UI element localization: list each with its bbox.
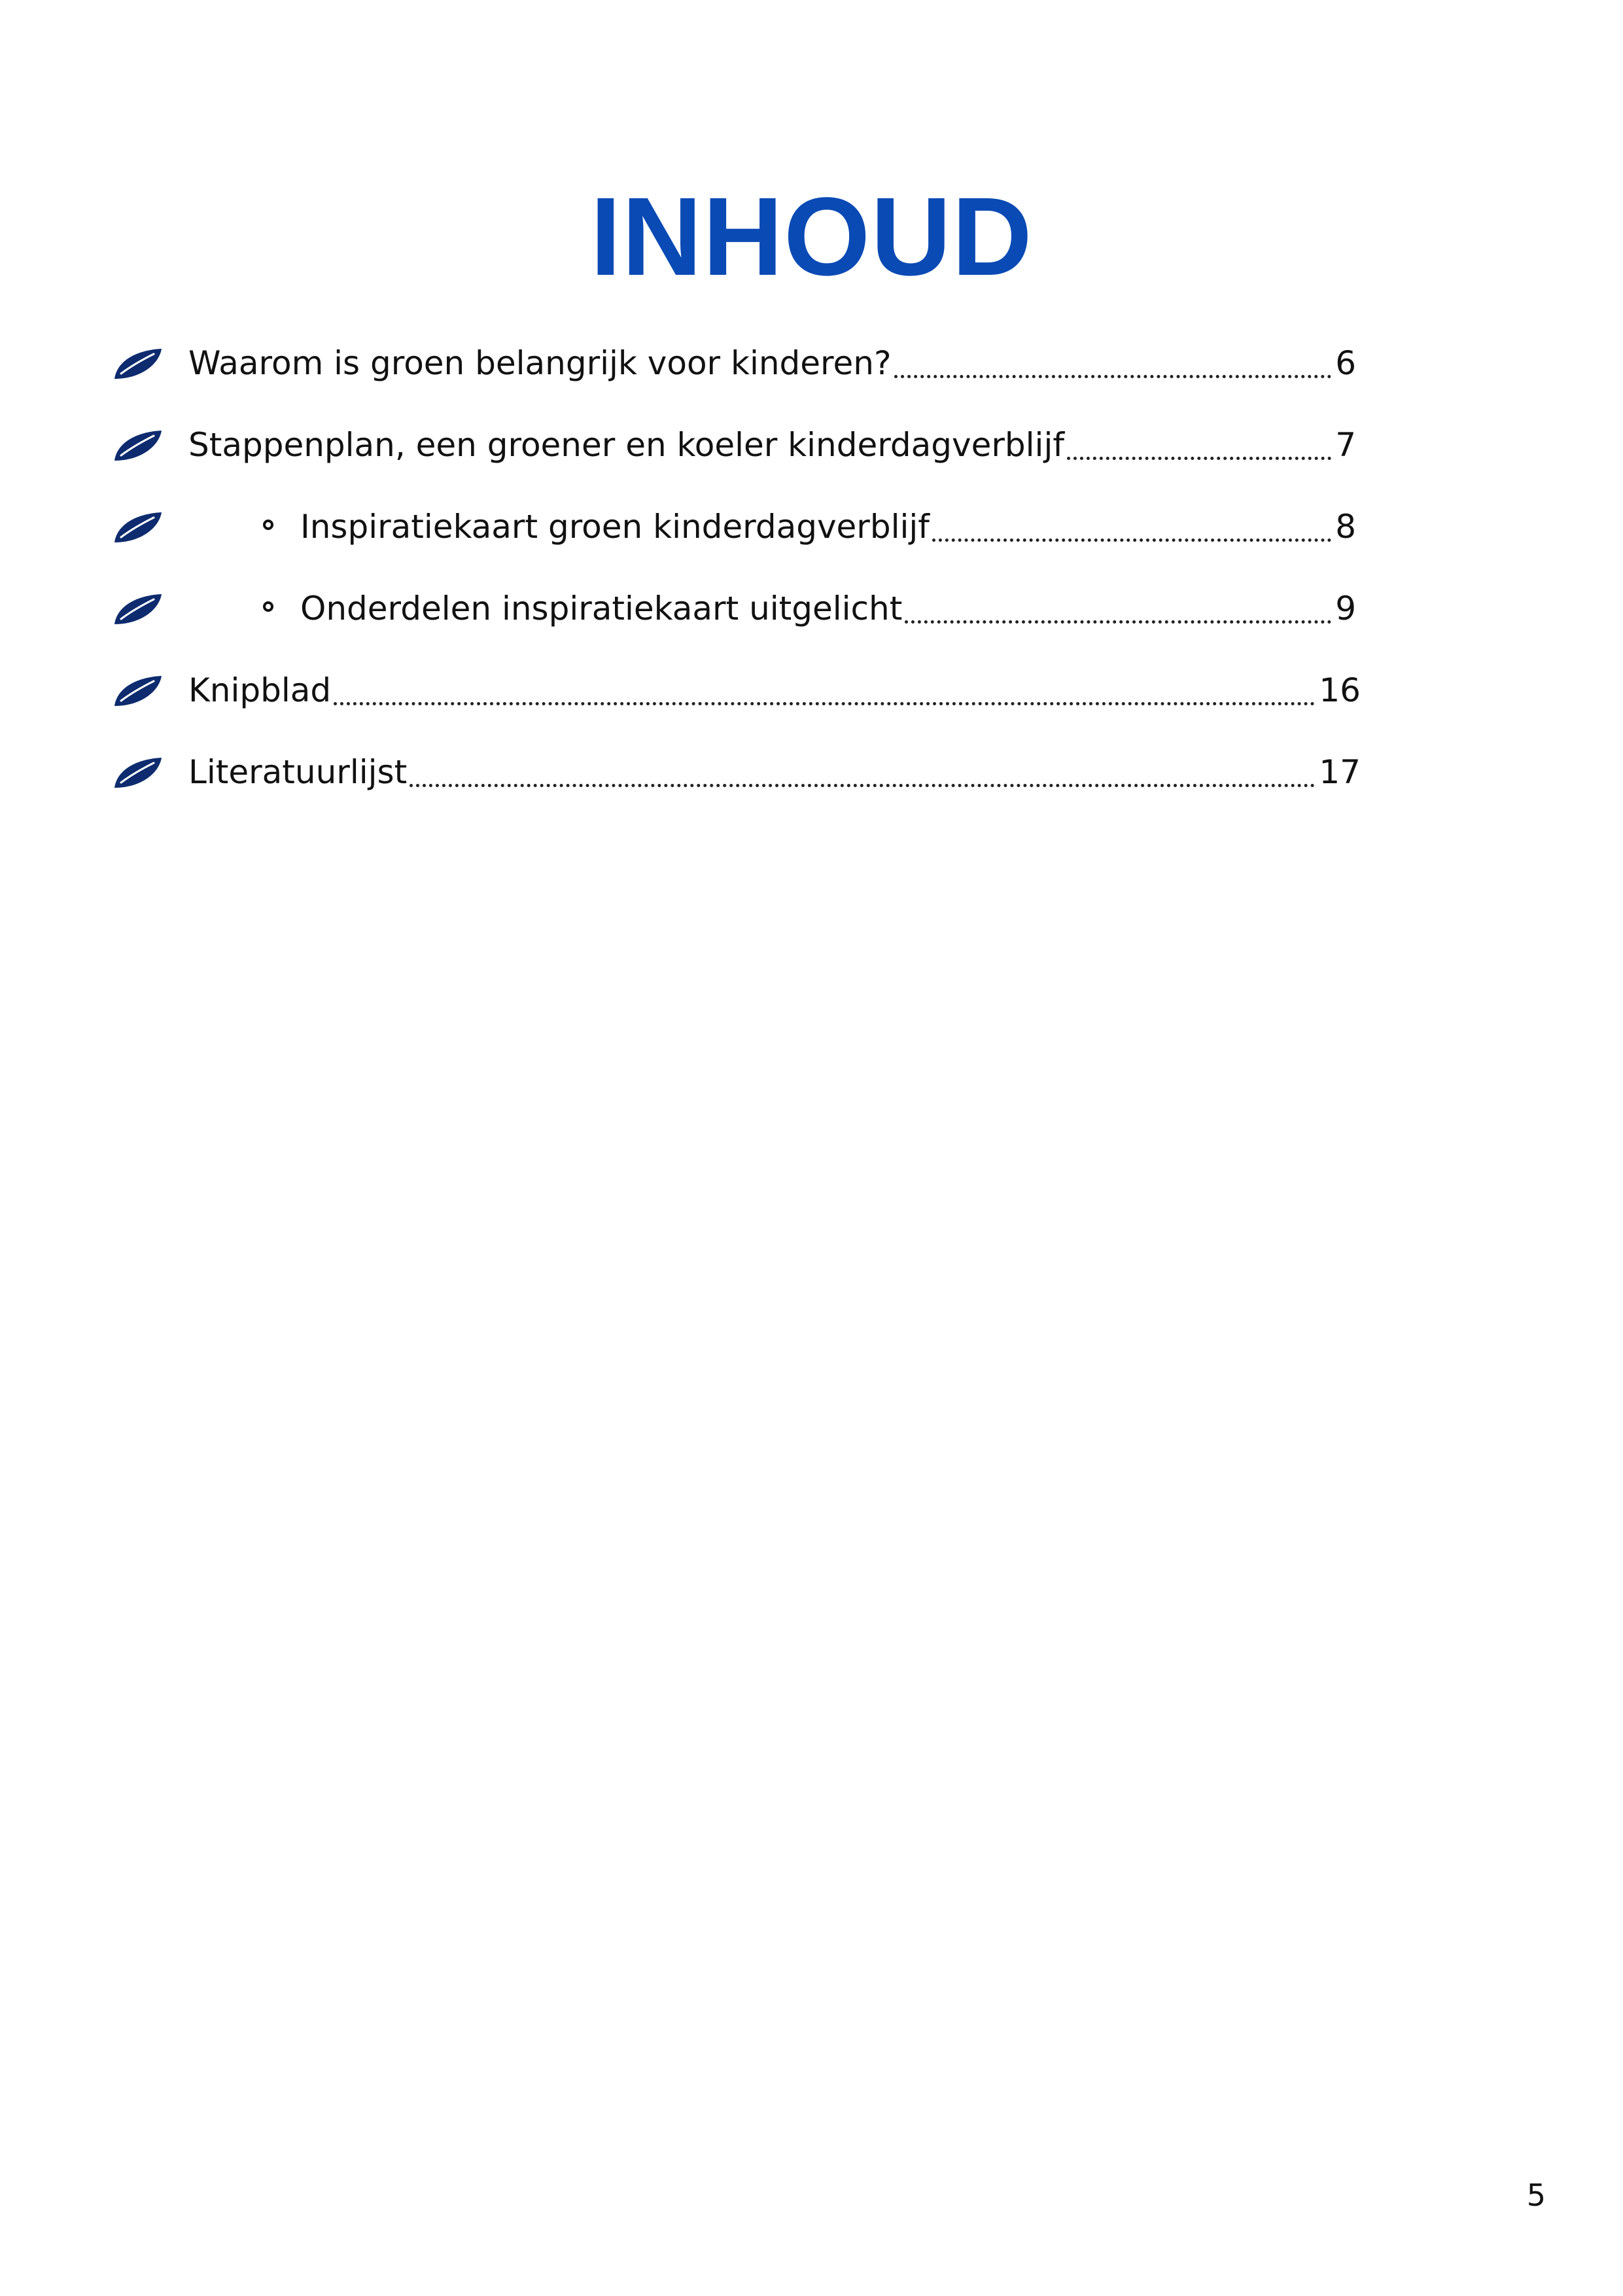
leaf-icon <box>113 675 163 707</box>
dot-leader <box>1067 457 1331 460</box>
toc-row[interactable] <box>0 330 1623 396</box>
dot-leader <box>905 620 1331 624</box>
hollow-circle-icon <box>263 520 273 530</box>
leaf-icon <box>113 593 163 626</box>
toc-entry[interactable] <box>188 658 1361 723</box>
toc-entry-page: 17 <box>1319 753 1361 791</box>
leaf-icon <box>113 511 163 544</box>
dot-leader <box>410 784 1315 787</box>
dot-leader <box>334 702 1315 705</box>
toc-row[interactable] <box>0 576 1623 641</box>
toc-entry[interactable] <box>188 330 1356 396</box>
toc-row[interactable] <box>0 658 1623 723</box>
toc-row[interactable] <box>0 412 1623 478</box>
toc-entry-title: Inspiratiekaart groen kinderdagverblijf <box>300 508 930 546</box>
toc-entry-page: 6 <box>1335 344 1356 382</box>
leaf-icon <box>113 347 163 380</box>
hollow-circle-icon <box>263 601 273 612</box>
toc-entry-page: 9 <box>1335 590 1356 627</box>
toc-entry[interactable] <box>188 412 1356 478</box>
leaf-icon <box>113 429 163 462</box>
toc-entry-page: 8 <box>1335 508 1356 546</box>
toc-entry-title: Literatuurlijst <box>188 753 408 791</box>
toc-entry[interactable] <box>300 576 1356 641</box>
toc-entry-title: Stappenplan, een groener en koeler kinderdagverblijf <box>188 426 1064 464</box>
dot-leader <box>932 539 1331 542</box>
toc-entry[interactable] <box>300 494 1356 559</box>
toc-row[interactable] <box>0 739 1623 805</box>
page-number: 5 <box>1526 2178 1546 2213</box>
dot-leader <box>894 375 1332 378</box>
page-title: INHOUD <box>590 175 1033 299</box>
toc-row[interactable] <box>0 494 1623 559</box>
leaf-icon <box>113 756 163 789</box>
toc-entry[interactable] <box>188 739 1361 805</box>
toc-entry-title: Onderdelen inspiratiekaart uitgelicht <box>300 590 903 627</box>
toc-entry-page: 7 <box>1335 426 1356 464</box>
toc-entry-title: Waarom is groen belangrijk voor kinderen? <box>188 344 892 382</box>
toc-entry-title: Knipblad <box>188 671 332 709</box>
toc-entry-page: 16 <box>1319 671 1361 709</box>
